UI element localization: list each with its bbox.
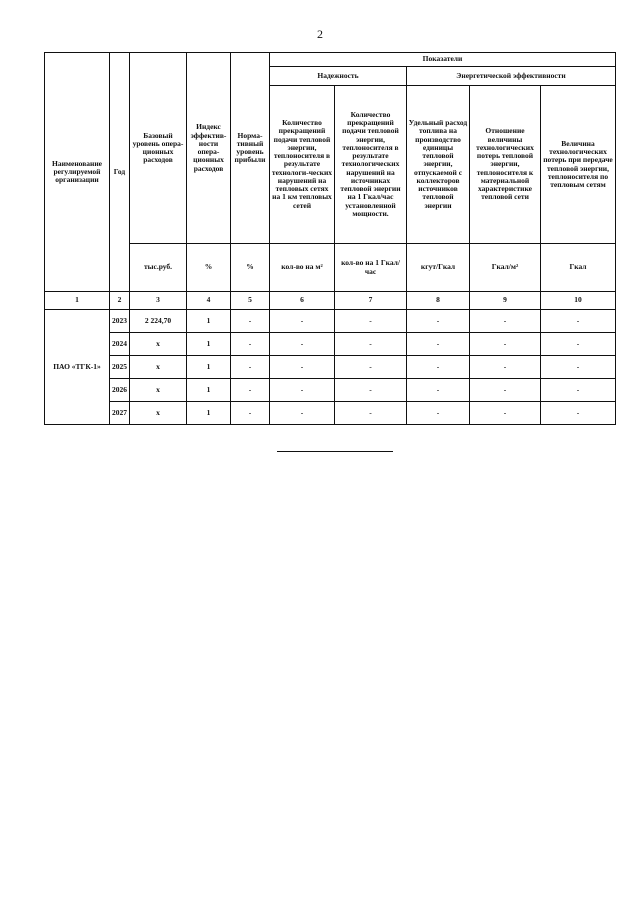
- indicator-7-cell: -: [335, 379, 407, 402]
- indicator-10-cell: -: [541, 310, 616, 333]
- efficiency-index-cell: 1: [187, 402, 231, 425]
- indicator-6-cell: -: [270, 356, 335, 379]
- indicator-7-cell: -: [335, 402, 407, 425]
- efficiency-index-cell: 1: [187, 356, 231, 379]
- year-cell: 2023: [110, 310, 130, 333]
- indicator-8-cell: -: [407, 356, 470, 379]
- header-indicators: Показатели: [270, 53, 616, 67]
- indicator-7-cell: -: [335, 333, 407, 356]
- norm-profit-cell: -: [231, 310, 270, 333]
- column-number: 9: [470, 292, 541, 310]
- indicator-9-cell: -: [470, 356, 541, 379]
- header-base-level: Базовый уровень опера-ционных расходов: [130, 53, 187, 244]
- table-row: [45, 402, 616, 425]
- efficiency-index-cell: 1: [187, 333, 231, 356]
- header-indicator-8: Удельный расход топлива на производство единицы тепловой энергии, отпускаемой с коллекторов источников тепловой энергии: [407, 86, 470, 244]
- table-row: [45, 356, 616, 379]
- indicator-8-cell: -: [407, 310, 470, 333]
- header-indicator-6: Количество прекращений подачи тепловой энергии, теплоносителя в результате технологи-ческих нарушений на тепловых сетях на 1 км тепловых сетей: [270, 86, 335, 244]
- organization-name: ПАО «ТГК-1»: [45, 310, 110, 425]
- year-cell: 2027: [110, 402, 130, 425]
- column-number: 8: [407, 292, 470, 310]
- header-indicator-10: Величина технологических потерь при передаче тепловой энергии, теплоносителя по тепловым сетям: [541, 86, 616, 244]
- year-cell: 2026: [110, 379, 130, 402]
- indicator-9-cell: -: [470, 402, 541, 425]
- norm-profit-cell: -: [231, 379, 270, 402]
- unit-cell: Гкал: [541, 244, 616, 292]
- column-number: 10: [541, 292, 616, 310]
- column-number: 1: [45, 292, 110, 310]
- efficiency-index-cell: 1: [187, 379, 231, 402]
- unit-cell: кол-во на м²: [270, 244, 335, 292]
- unit-cell: %: [187, 244, 231, 292]
- indicator-10-cell: -: [541, 333, 616, 356]
- header-indicator-9: Отношение величины технологических потерь тепловой энергии, теплоносителя к материальной характеристике тепловой сети: [470, 86, 541, 244]
- norm-profit-cell: -: [231, 402, 270, 425]
- indicator-6-cell: -: [270, 379, 335, 402]
- base-level-cell: х: [130, 333, 187, 356]
- indicator-8-cell: -: [407, 379, 470, 402]
- header-indicator-7: Количество прекращений подачи тепловой энергии, теплоносителя в результате технологических нарушений на источниках тепловой энергии на 1 Гкал/час установленной мощности.: [335, 86, 407, 244]
- indicator-8-cell: -: [407, 333, 470, 356]
- column-number: 2: [110, 292, 130, 310]
- indicator-10-cell: -: [541, 402, 616, 425]
- indicator-8-cell: -: [407, 402, 470, 425]
- header-efficiency-index: Индекс эффектив-ности опера-ционных расходов: [187, 53, 231, 244]
- year-cell: 2025: [110, 356, 130, 379]
- indicator-9-cell: -: [470, 379, 541, 402]
- indicator-6-cell: -: [270, 402, 335, 425]
- header-norm-profit: Норма-тивный уровень прибыли: [231, 53, 270, 244]
- header-year: Год: [110, 53, 130, 292]
- indicator-10-cell: -: [541, 379, 616, 402]
- column-number: 7: [335, 292, 407, 310]
- indicator-7-cell: -: [335, 310, 407, 333]
- table-row: [45, 310, 616, 333]
- column-number: 5: [231, 292, 270, 310]
- unit-cell: кол-во на 1 Гкал/час: [335, 244, 407, 292]
- base-level-cell: 2 224,70: [130, 310, 187, 333]
- unit-cell: Гкал/м²: [470, 244, 541, 292]
- indicator-6-cell: -: [270, 310, 335, 333]
- column-number: 6: [270, 292, 335, 310]
- header-energy-efficiency: Энергетической эффективности: [407, 67, 616, 86]
- indicator-7-cell: -: [335, 356, 407, 379]
- year-cell: 2024: [110, 333, 130, 356]
- header-org-name: Наименование регулируемой организации: [45, 53, 110, 292]
- end-divider: [277, 451, 393, 452]
- base-level-cell: х: [130, 402, 187, 425]
- base-level-cell: х: [130, 379, 187, 402]
- indicator-6-cell: -: [270, 333, 335, 356]
- unit-cell: %: [231, 244, 270, 292]
- indicator-10-cell: -: [541, 356, 616, 379]
- norm-profit-cell: -: [231, 356, 270, 379]
- page-number: 2: [317, 27, 323, 41]
- base-level-cell: х: [130, 356, 187, 379]
- column-number: 4: [187, 292, 231, 310]
- efficiency-index-cell: 1: [187, 310, 231, 333]
- column-number: 3: [130, 292, 187, 310]
- indicator-9-cell: -: [470, 310, 541, 333]
- norm-profit-cell: -: [231, 333, 270, 356]
- table-row: [45, 379, 616, 402]
- indicators-table: [44, 52, 616, 425]
- unit-cell: тыс.руб.: [130, 244, 187, 292]
- unit-cell: кгут/Гкал: [407, 244, 470, 292]
- header-reliability: Надежность: [270, 67, 407, 86]
- indicator-9-cell: -: [470, 333, 541, 356]
- table-row: [45, 333, 616, 356]
